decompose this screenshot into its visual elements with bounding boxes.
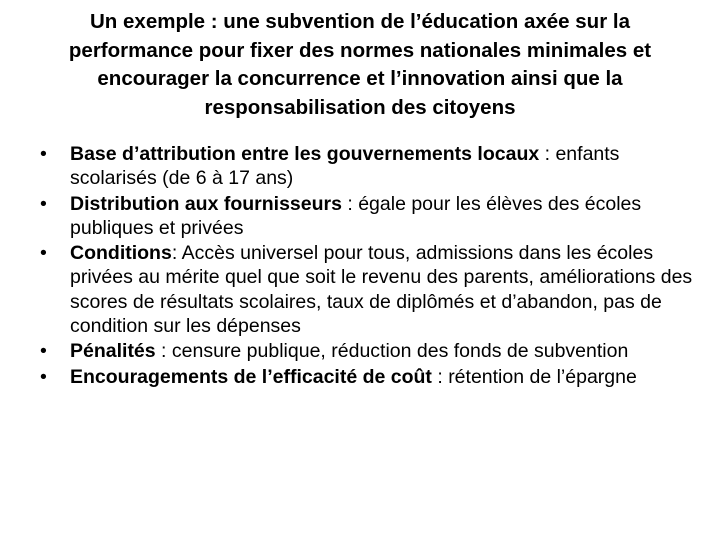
bullet-dot-icon: • — [40, 365, 47, 388]
bullet-item-penalites — [40, 339, 695, 363]
bullet-dot-icon: • — [40, 143, 47, 165]
bullet-item-base-attribution — [40, 142, 695, 191]
bullet-dot-icon: • — [40, 242, 47, 265]
bullet-text: : enfants scolarisés (de 6 à 17 ans) — [70, 143, 620, 190]
bullet-text: : égale pour les élèves des écoles publiques et privées — [70, 192, 642, 239]
bullet-term: Distribution aux fournisseurs — [70, 192, 342, 215]
bullet-text: : censure publique, réduction des fonds de subvention — [155, 340, 629, 363]
bullet-text: : rétention de l’épargne — [431, 365, 637, 388]
bullet-term: Base d’attribution entre les gouvernements locaux — [70, 143, 540, 165]
bullet-term: Encouragements de l’efficacité de coût — [70, 365, 432, 388]
bullet-dot-icon: • — [40, 340, 47, 363]
bullet-term: Pénalités — [70, 340, 156, 363]
bullet-item-encouragements — [40, 365, 695, 389]
bullet-term: Conditions — [70, 242, 172, 265]
bullet-item-conditions — [40, 241, 695, 338]
bullet-dot-icon: • — [40, 192, 47, 215]
bullet-text: : Accès universel pour tous, admissions dans les écoles privées au mérite quel que soit le revenu des parents, améliorations des scores de résultats scolaires, taux de diplômés et d’abandon, pas de condition sur les dépenses — [70, 242, 693, 338]
bullet-list — [40, 142, 695, 390]
slide-title: Un exemple : une subvention de l’éducation axée sur la performance pour fixer des normes nationales minimales et encourager la concurrence et l’innovation ainsi que la responsabilisation des citoyens — [68, 10, 652, 119]
bullet-item-distribution — [40, 192, 695, 241]
